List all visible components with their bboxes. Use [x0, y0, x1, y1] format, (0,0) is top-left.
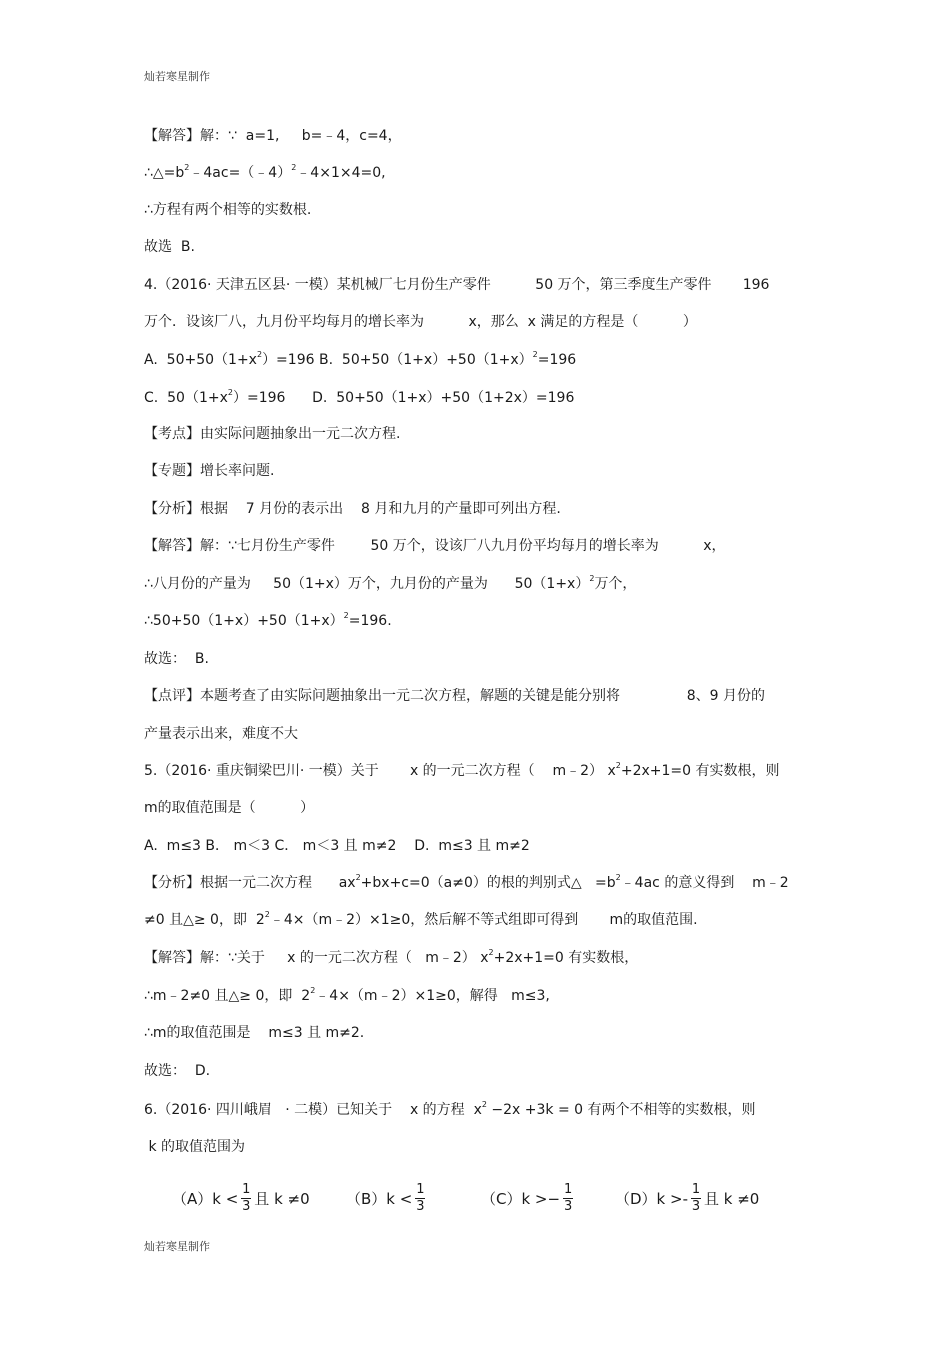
- option-a: [172, 1182, 310, 1215]
- text-span: ﹣4×1×4=0,: [296, 165, 386, 181]
- fraction-denominator: 3: [691, 1199, 701, 1214]
- text-line: [144, 611, 392, 631]
- text-line: [144, 986, 550, 1006]
- text-span: 【解答】解：∵ a=1, b=﹣4，c=4，: [144, 128, 402, 144]
- text-span: ∴方程有两个相等的实数根.: [144, 202, 312, 218]
- text-span: ∴△=b: [144, 165, 185, 181]
- text-span: ∴50+50（1+x）+50（1+x）: [144, 613, 344, 629]
- text-span: ）=196 D. 50+50（1+x）+50（1+2x）=196: [232, 390, 575, 406]
- text-span: 故选 B.: [144, 239, 195, 255]
- superscript: 2: [343, 611, 349, 620]
- text-span: 【解答】解：∵关于 x 的一元二次方程（ m﹣2） x: [144, 950, 489, 966]
- superscript: 2: [615, 761, 621, 770]
- text-line: [144, 163, 386, 183]
- fraction-numerator: 1: [416, 1182, 425, 1197]
- option-b: [346, 1182, 428, 1215]
- text-span: ≠0 且△≥ 0，即 2: [144, 912, 265, 928]
- fraction: [415, 1182, 425, 1215]
- superscript: 2: [256, 350, 263, 359]
- superscript: 2: [355, 873, 361, 882]
- text-span: ）=196 B. 50+50（1+x）+50（1+x）: [262, 352, 533, 368]
- text-line: [144, 1023, 364, 1043]
- page-footer: 灿若寒星制作: [144, 1240, 210, 1253]
- text-span: 产量表示出来，难度不大: [144, 726, 298, 742]
- text-line: [144, 1137, 245, 1157]
- text-line: [144, 761, 780, 781]
- text-span: C. 50（1+x: [144, 390, 228, 406]
- page-header: 灿若寒星制作: [144, 70, 210, 83]
- text-span: m的取值范围是（ ）: [144, 800, 315, 816]
- text-line: [144, 873, 789, 893]
- text-span: ﹣4×（m﹣2）×1≥0，然后解不等式组即可得到 m的取值范围.: [269, 912, 698, 928]
- fraction-numerator: 1: [242, 1182, 251, 1197]
- text-line: [144, 1100, 756, 1120]
- text-line: [144, 948, 638, 968]
- superscript: 2: [264, 910, 270, 919]
- text-line: [144, 724, 298, 744]
- superscript: 2: [184, 163, 190, 172]
- text-line: [144, 649, 209, 669]
- option-prefix: （A）k <: [172, 1190, 239, 1208]
- superscript: 2: [227, 388, 233, 397]
- superscript: 2: [310, 986, 316, 995]
- superscript: 2: [532, 350, 538, 359]
- option-d: [615, 1182, 759, 1215]
- option-suffix: 且 k ≠0: [704, 1190, 760, 1208]
- text-line: [144, 388, 574, 408]
- text-span: ∴m﹣2≠0 且△≥ 0，即 2: [144, 988, 311, 1004]
- superscript: 2: [291, 163, 297, 172]
- text-span: +2x+1=0 有实数根，: [493, 950, 639, 966]
- text-span: 【考点】由实际问题抽象出一元二次方程.: [144, 426, 401, 442]
- text-span: 【解答】解：∵七月份生产零件 50 万个，设该厂八九月份平均每月的增长率为 x，: [144, 538, 726, 554]
- fraction-denominator: 3: [416, 1199, 425, 1214]
- text-span: 5.（2016· 重庆铜梁巴川· 一模）关于 x 的一元二次方程（ m﹣2） x: [144, 763, 616, 779]
- superscript: 2: [615, 873, 621, 882]
- text-span: 故选： D.: [144, 1063, 211, 1079]
- text-span: 【分析】根据一元二次方程 ax: [144, 875, 356, 891]
- text-line: [144, 237, 195, 257]
- fraction: [563, 1182, 573, 1215]
- text-line: [144, 1061, 210, 1081]
- fraction-denominator: 3: [563, 1199, 573, 1214]
- text-span: 【分析】根据 7 月份的表示出 8 月和九月的产量即可列出方程.: [144, 501, 561, 517]
- text-line: [144, 461, 274, 481]
- text-span: ﹣4ac 的意义得到 m﹣2: [620, 875, 789, 891]
- superscript: 2: [481, 1100, 487, 1109]
- option-prefix: （B）k <: [346, 1190, 413, 1208]
- text-line: [144, 424, 400, 444]
- text-span: ∴m的取值范围是 m≤3 且 m≠2.: [144, 1025, 365, 1041]
- text-line: [144, 686, 765, 706]
- text-line: [144, 910, 698, 930]
- fraction: [241, 1182, 251, 1215]
- fraction-numerator: 1: [563, 1182, 573, 1197]
- text-span: −2x +3k = 0 有两个不相等的实数根，则: [486, 1102, 756, 1118]
- option-c: [481, 1182, 576, 1215]
- text-span: =196.: [348, 613, 392, 629]
- text-span: =196: [537, 352, 577, 368]
- text-span: k 的取值范围为: [144, 1139, 246, 1155]
- text-span: 6.（2016· 四川峨眉 · 二模）已知关于 x 的方程 x: [144, 1102, 482, 1118]
- text-line: [144, 275, 769, 295]
- text-line: [144, 836, 530, 856]
- text-span: +bx+c=0（a≠0）的根的判别式△ =b: [360, 875, 616, 891]
- text-span: 故选： B.: [144, 651, 209, 667]
- text-span: 【专题】增长率问题.: [144, 463, 275, 479]
- fraction-denominator: 3: [242, 1199, 251, 1214]
- text-span: ﹣4×（m﹣2）×1≥0，解得 m≤3,: [315, 988, 550, 1004]
- text-line: [144, 312, 697, 332]
- text-span: A. m≤3 B． m＜3 C． m＜3 且 m≠2 D. m≤3 且 m≠2: [144, 838, 530, 854]
- text-span: +2x+1=0 有实数根，则: [620, 763, 780, 779]
- text-span: 【点评】本题考查了由实际问题抽象出一元二次方程，解题的关键是能分别将 8、9 月份的: [144, 688, 766, 704]
- text-span: 万个．设该厂八，九月份平均每月的增长率为 x，那么 x 满足的方程是（ ）: [144, 314, 697, 330]
- text-span: ﹣4ac=（﹣4）: [189, 165, 292, 181]
- option-prefix: （C）k >−: [481, 1190, 561, 1208]
- text-span: A. 50+50（1+x: [144, 352, 257, 368]
- fraction-numerator: 1: [691, 1182, 701, 1197]
- superscript: 2: [589, 574, 595, 583]
- fraction: [691, 1182, 701, 1215]
- text-span: ∴八月份的产量为 50（1+x）万个，九月份的产量为 50（1+x）: [144, 576, 590, 592]
- superscript: 2: [488, 948, 494, 957]
- text-line: [144, 499, 561, 519]
- text-line: [144, 536, 726, 556]
- text-span: 万个，: [594, 576, 637, 592]
- text-line: [144, 200, 311, 220]
- text-line: [144, 798, 314, 818]
- text-span: 4.（2016· 天津五区县· 一模）某机械厂七月份生产零件 50 万个，第三季度生产零件 196: [144, 277, 770, 293]
- option-suffix: 且 k ≠0: [254, 1190, 310, 1208]
- text-line: [144, 126, 402, 146]
- text-line: [144, 574, 636, 594]
- option-prefix: （D）k >-: [615, 1190, 688, 1208]
- text-line: [144, 350, 576, 370]
